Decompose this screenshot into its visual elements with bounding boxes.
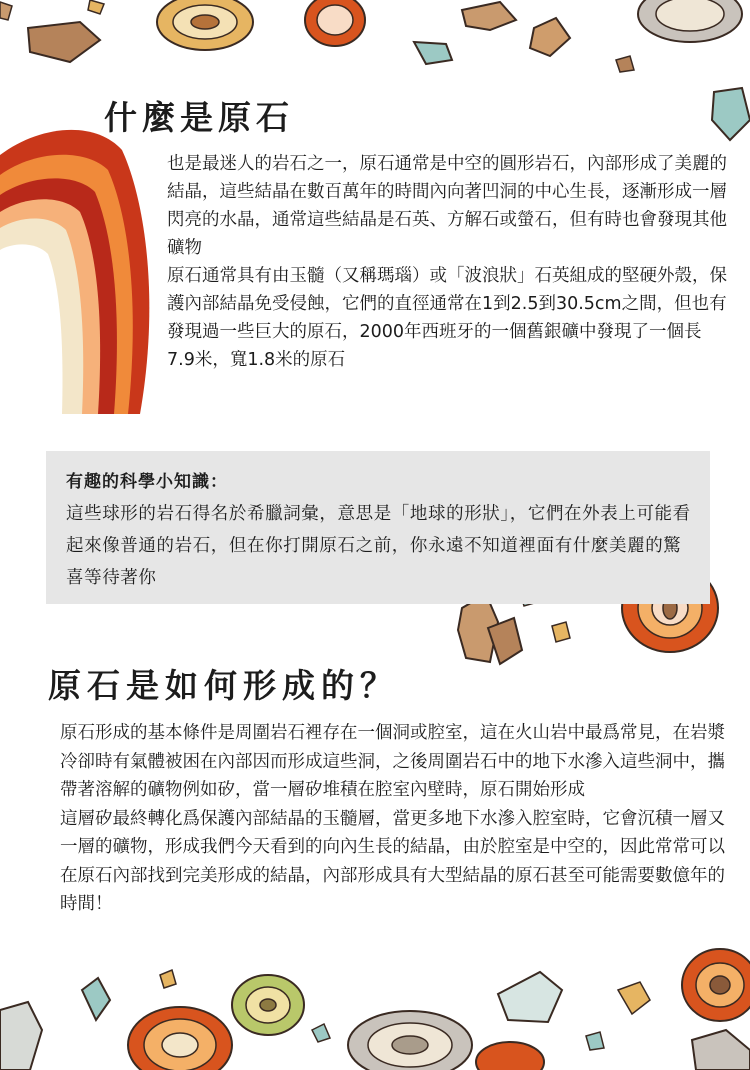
fun-fact-box bbox=[46, 451, 710, 604]
section1-paragraph-1: 也是最迷人的岩石之一，原石通常是中空的圓形岩石，內部形成了美麗的結晶，這些結晶在數百萬年的時間內向著凹洞的中心生長，逐漸形成一層閃亮的水晶，通常這些結晶是石英、方解石或螢石，但有時也會發現其他礦物 bbox=[167, 154, 727, 258]
agate-slice-illustration bbox=[0, 130, 149, 414]
fun-fact-body: 這些球形的岩石得名於希臘詞彙，意思是「地球的形狀」，它們在外表上可能看起來像普通的岩石，但在你打開原石之前，你永遠不知道裡面有什麼美麗的驚喜等待著你 bbox=[66, 504, 691, 588]
section-title-what-is-geode: 什麼是原石 bbox=[104, 98, 294, 137]
section2-paragraph-1: 原石形成的基本條件是周圍岩石裡存在一個洞或腔室，這在火山岩中最爲常見，在岩漿冷卻時有氣體被困在內部因而形成這些洞，之後周圍岩石中的地下水滲入這些洞中，攜帶著溶解的礦物例如矽，當一層矽堆積在腔室內壁時，原石開始形成 bbox=[60, 723, 725, 800]
bottom-stone-cluster bbox=[0, 949, 750, 1070]
section2-paragraph-2: 這層矽最終轉化爲保護內部結晶的玉髓層，當更多地下水滲入腔室時，它會沉積一層又一層的礦物，形成我們今天看到的向內生長的結晶，由於腔室是中空的，因此常常可以在原石內部找到完美形成的結晶，內部形成具有大型結晶的原石甚至可能需要數億年的時間！ bbox=[60, 808, 725, 914]
section1-body bbox=[167, 150, 727, 374]
section-title-how-geode-forms: 原石是如何形成的？ bbox=[48, 666, 399, 705]
section1-paragraph-2: 原石通常具有由玉髓（又稱瑪瑙）或「波浪狀」石英組成的堅硬外殼，保護內部結晶免受侵蝕，它們的直徑通常在1到2.5到30.5cm之間，但也有發現過一些巨大的原石，2000年西班牙的一個舊銀礦中發現了一個長7.9米，寬1.8米的原石 bbox=[167, 266, 727, 370]
section2-body bbox=[60, 719, 730, 919]
fun-fact-title: 有趣的科學小知識： bbox=[66, 472, 228, 492]
